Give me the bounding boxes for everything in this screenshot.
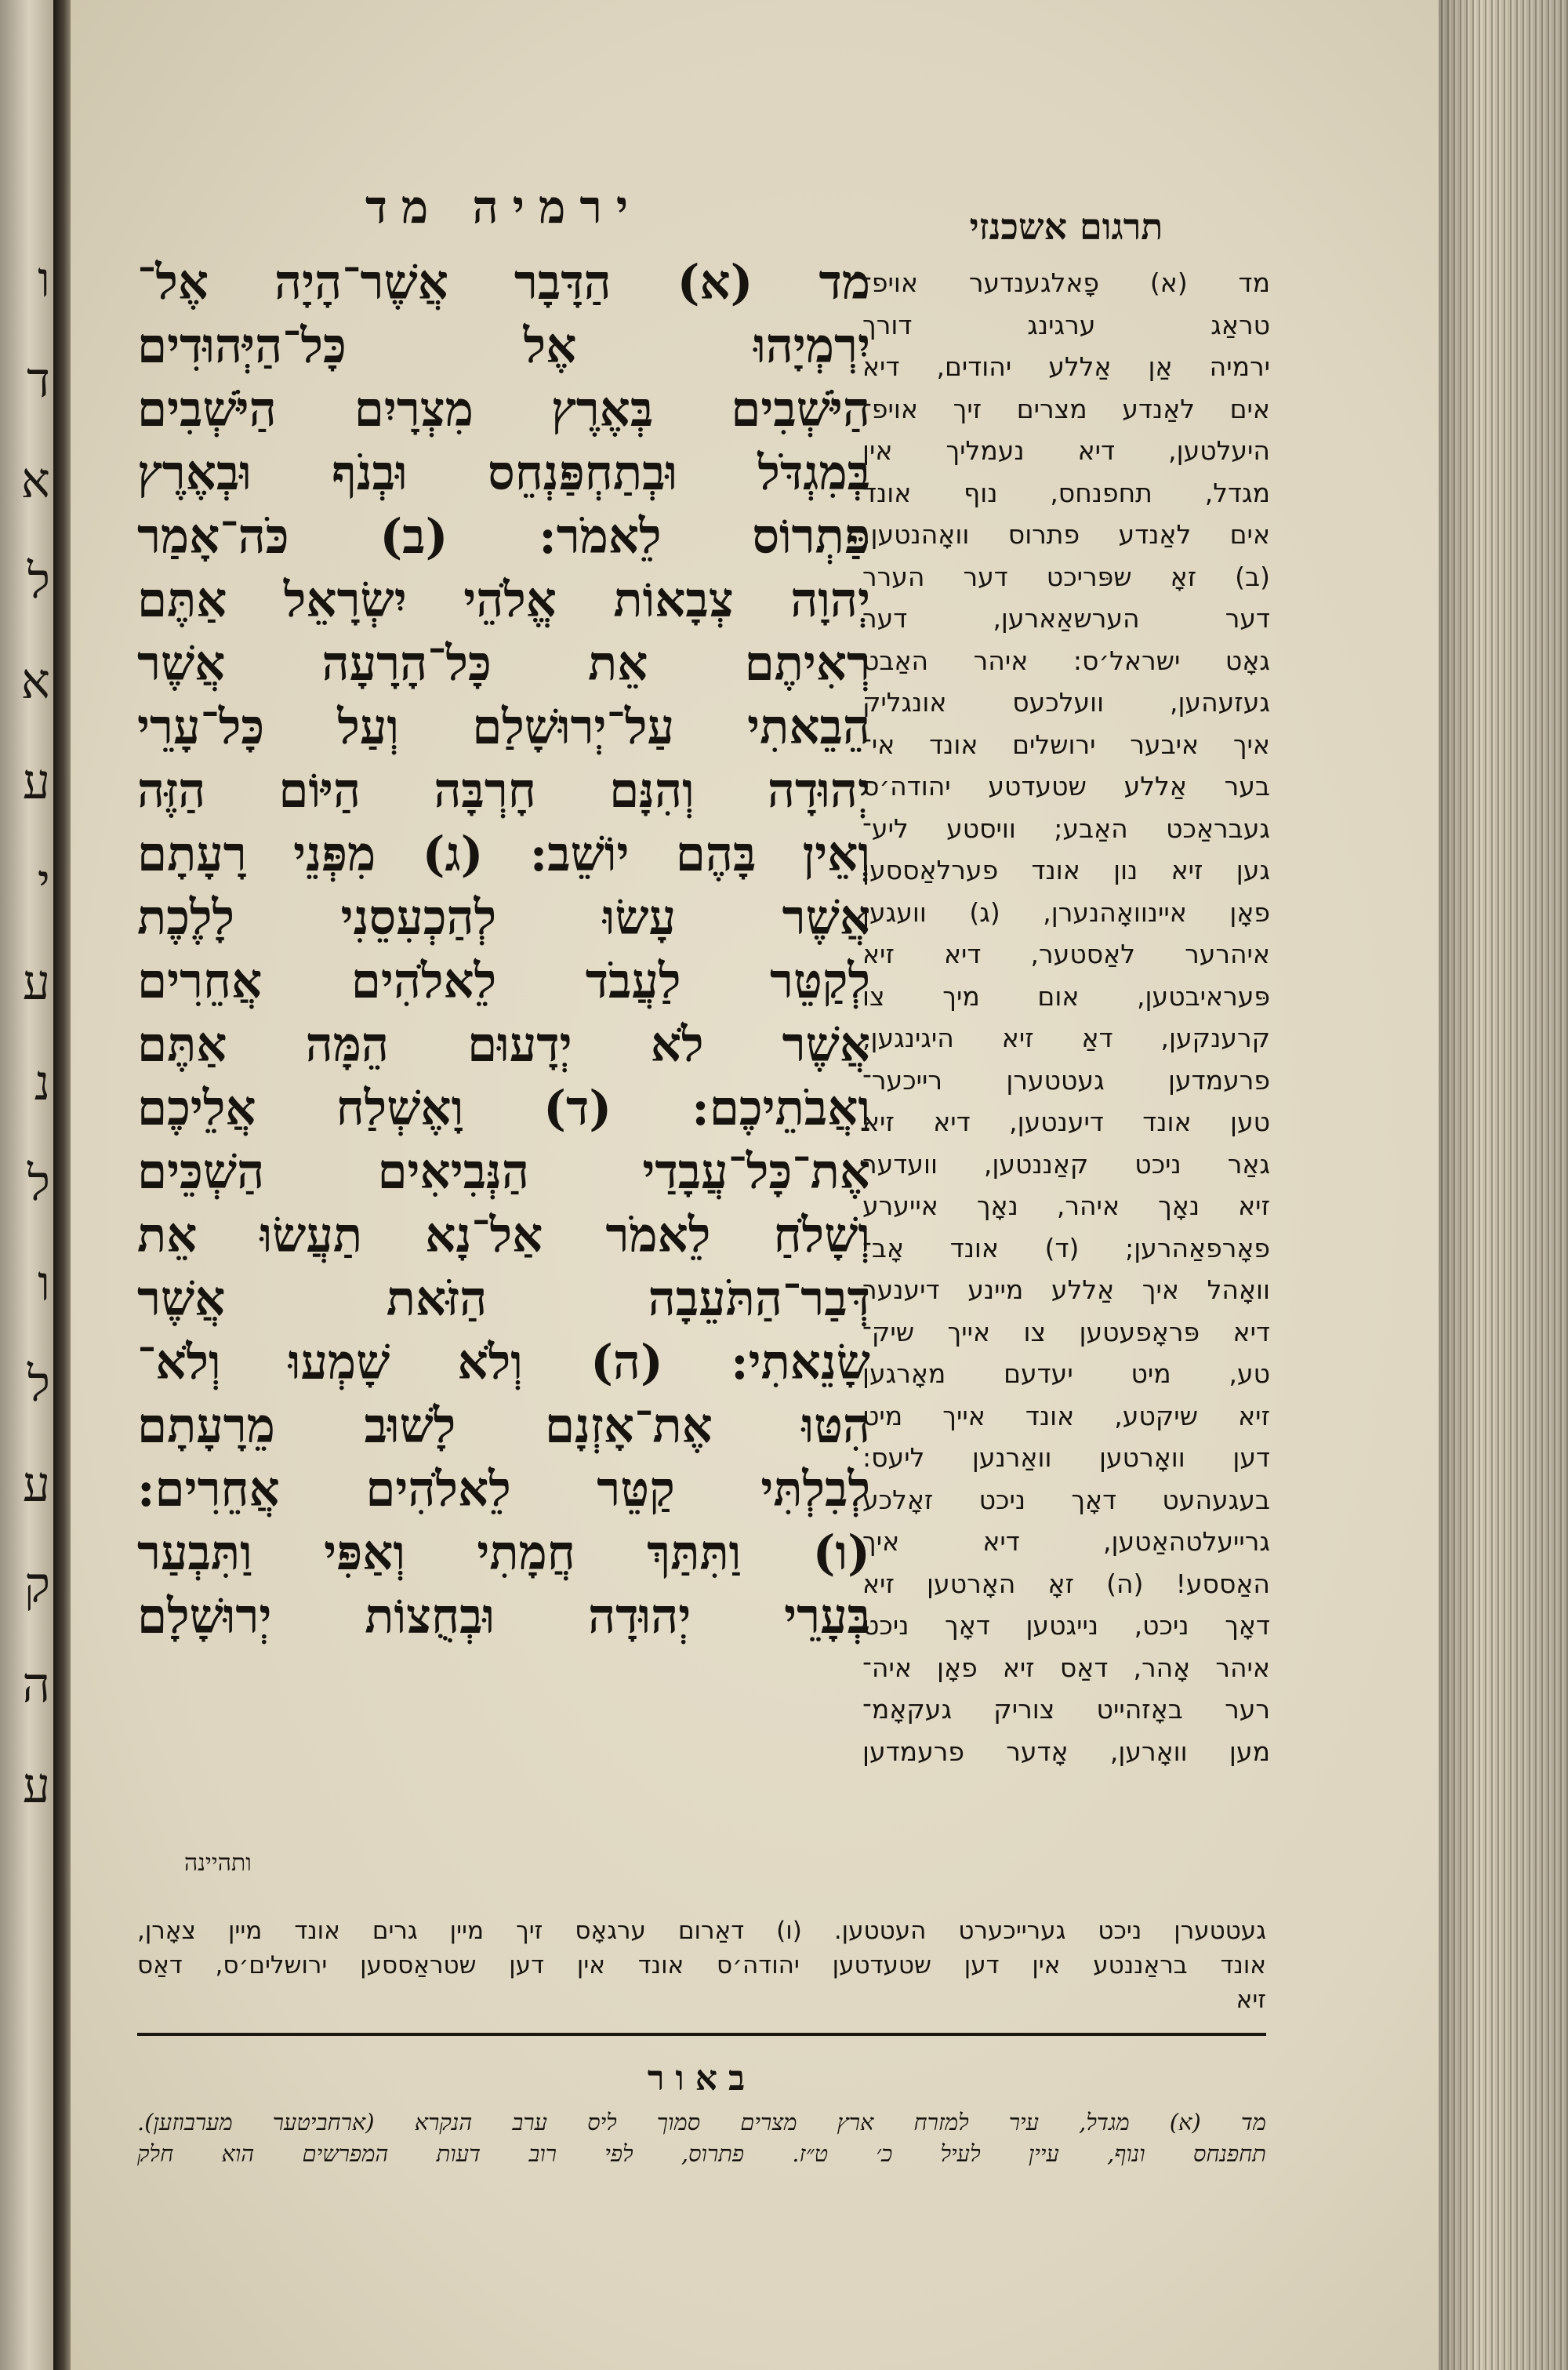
translation-line: מגדל, תחפנחס, נוף אונד	[862, 477, 1270, 508]
translation-line: בער אַללע שטעדטע יהודה׳ס	[862, 771, 1270, 802]
previous-page-edge	[0, 0, 53, 2370]
hebrew-verse-line: רְאִיתֶם אֵת כָּל־הָרָעָה אֲשֶׁר	[137, 636, 870, 692]
translation-line: אים לאַנדע מצרים זיך אויפ־	[862, 393, 1270, 424]
commentary-section	[137, 2059, 1266, 2169]
translation-line: איהר אָהר, דאַס זיא פאָן איה־	[862, 1652, 1270, 1683]
hebrew-verse-line: אֲשֶׁר לֹא יְדָעוּם הֵמָּה אַתֶּם	[137, 1017, 870, 1073]
previous-page-glyph: ל	[27, 1355, 50, 1412]
translation-lines	[862, 262, 1270, 1772]
hebrew-verse-line: הֵבֵאתִי עַל־יְרוּשָׁלַם וְעַל כָּל־עָרֵי	[137, 700, 870, 755]
previous-page-glyph: ו	[38, 1255, 50, 1312]
hebrew-verse-line: שָׂנֵאתִי: (ה) וְלֹא שָׁמְעוּ וְלֹא־	[137, 1335, 870, 1390]
continuation-line: געטטערן ניכט גערייכערט העטטען. (ו) דאַרום ערגאָס זיך מיין גרים אונד מיין צאָרן,	[137, 1917, 1266, 1945]
previous-page-glyph: ע	[22, 1456, 50, 1513]
translation-line: זיא שיקטע, אונד אייך מיט	[862, 1400, 1270, 1431]
translation-continuation	[137, 1914, 1266, 2017]
translation-column-title: תרגום אשכנזי	[969, 205, 1163, 248]
translation-line: וואָהל איך אַללע מיינע דיענער	[862, 1274, 1270, 1305]
translation-line: ירמיה אַן אַללע יהודים, דיא	[862, 351, 1270, 382]
translation-line: האַססע! (ה) זאָ האָרטען זיא	[862, 1568, 1270, 1599]
previous-page-glyph: ל	[27, 552, 50, 609]
previous-page-glyph: ו	[38, 251, 50, 308]
previous-page-glyph: ק	[24, 1556, 50, 1613]
translation-line: דאָך ניכט, נייגטען דאָך ניכט	[862, 1610, 1270, 1641]
previous-page-glyph: ל	[27, 1154, 50, 1212]
main-column-title: ירמיה מד	[365, 180, 643, 234]
translation-line: מען וואָרען, אָדער פרעמדען	[862, 1736, 1270, 1767]
translation-line: דיא פּראָפעטען צו אייך שיק־	[862, 1316, 1270, 1347]
translation-line: גאָט ישראל׳ס: איהר האַבט	[862, 645, 1270, 676]
hebrew-text-column	[137, 180, 870, 1648]
hebrew-verse-line: לְבִלְתִּי קַטֵּר לֵאלֹהִים אֲחֵרִים:	[137, 1462, 870, 1518]
translation-line: רער באָזהייט צוריק געקאָמ־	[862, 1694, 1270, 1725]
hebrew-verse-line: בְּעָרֵי יְהוּדָה וּבְחֻצוֹת יְרוּשָׁלָם	[137, 1589, 870, 1645]
translation-line: טען אונד דיענטען, דיא זיא	[862, 1107, 1270, 1137]
translation-line: פאָן איינוואָהנערן, (ג) וועגען	[862, 896, 1270, 928]
hebrew-verse-line: הִטּוּ אֶת־אָזְנָם לָשׁוּב מֵרָעָתָם	[137, 1398, 870, 1454]
hebrew-verse-line: וְשָׁלֹחַ לֵאמֹר אַל־נָא תַעֲשׂוּ אֵת	[137, 1208, 870, 1263]
commentary-lines	[137, 2106, 1266, 2169]
previous-page-glyph: נ	[34, 1054, 50, 1111]
commentary-line: תחפנחס ונוף, עיין לעיל כ׳ ט״ז. פתרוס, לפי רוב דעות המפרשים הוא חלק	[137, 2140, 1266, 2167]
translation-line: (ב) זאָ שפּריכט דער הערר	[862, 561, 1270, 592]
translation-line: דער הערשאַארען, דער	[862, 603, 1270, 634]
translation-line: גרייעלטהאַטען, דיא איך	[862, 1526, 1270, 1557]
hebrew-verse-line: אֲשֶׁר עָשׂוּ לְהַכְעִסֵנִי לָלֶכֶת	[137, 890, 870, 946]
hebrew-verse-line: יִרְמְיָהוּ אֶל כָּל־הַיְּהוּדִים	[137, 318, 870, 374]
hebrew-verse-line: וַאֲבֹתֵיכֶם: (ד) וָאֶשְׁלַח אֲלֵיכֶם	[137, 1081, 870, 1136]
translation-line: געזעהען, וועלכעס אונגליק	[862, 687, 1270, 718]
continuation-line: אונד בראַננטע אין דען שטעדטען יהודה׳ס אונד אין דען שטראַססען ירושלים׳ס, דאַס	[137, 1951, 1266, 1979]
translation-line: געבראַכט האַבע; וויסטע ליע־	[862, 812, 1270, 844]
catchword: ותהיינה	[184, 1849, 252, 1877]
hebrew-verse-line: (ו) וַתִּתַּךְ חֲמָתִי וְאַפִּי וַתִּבְעַר	[137, 1525, 870, 1581]
hebrew-verse-line: יְהוָה צְבָאוֹת אֱלֹהֵי יִשְׂרָאֵל אַתֶּם	[137, 573, 870, 628]
previous-page-glyph: ד	[27, 351, 50, 409]
previous-page-glyph: י	[37, 853, 50, 911]
book-gutter	[53, 0, 71, 2370]
commentary-title: באור	[647, 2059, 757, 2099]
previous-page-glyph: ע	[22, 1757, 50, 1814]
previous-page-glyph: ע	[22, 753, 50, 810]
translation-line: פאָרפאַהרען; (ד) אונד אָב־	[862, 1232, 1270, 1263]
translation-line: גען זיא נון אונד פערלאַססען	[862, 855, 1270, 885]
translation-column	[862, 205, 1270, 1772]
hebrew-verse-line: מד (א) הַדָּבָר אֲשֶׁר־הָיָה אֶל־	[137, 255, 870, 311]
hebrew-verse-line: אֶת־כָּל־עֲבָדַי הַנְּבִיאִים הַשְׁכֵּים	[137, 1144, 870, 1200]
translation-line: זיא נאָך איהר, נאָך אייערע	[862, 1190, 1270, 1221]
section-divider	[137, 2033, 1266, 2036]
previous-page-glyph: א	[20, 452, 50, 509]
translation-line: דען וואָרטען וואַרנען ליעס:	[862, 1442, 1270, 1473]
translation-line: פּעראיבטען, אום מיך צו	[862, 980, 1270, 1012]
hebrew-verse-line: לְקַטֵּר לַעֲבֹד לֵאלֹהִים אֲחֵרִים	[137, 954, 870, 1009]
previous-page-glyph: ה	[22, 1656, 50, 1714]
hebrew-verse-lines	[137, 251, 870, 1648]
translation-line: פרעמדען געטטערן רייכער־	[862, 1064, 1270, 1096]
hebrew-verse-line: הַיֹּשְׁבִים בְּאֶרֶץ מִצְרָיִם הַיֹּשְׁבִים	[137, 382, 870, 438]
hebrew-verse-line: דְּבַר־הַתֹּעֵבָה הַזֹּאת אֲשֶׁר	[137, 1271, 870, 1327]
translation-line: טראַג ערגינג דורך	[862, 309, 1270, 340]
translation-line: איהרער לאַסטער, דיא זיא	[862, 939, 1270, 969]
hebrew-verse-line: יְהוּדָה וְהִנָּם חָרְבָּה הַיּוֹם הַזֶּה	[137, 763, 870, 819]
previous-page-glyph: ע	[22, 954, 50, 1011]
hebrew-verse-line: פַּתְרוֹס לֵאמֹר: (ב) כֹּה־אָמַר	[137, 509, 870, 565]
hebrew-verse-line: וְאֵין בָּהֶם יוֹשֵׁב: (ג) מִפְּנֵי רָעָתָם	[137, 827, 870, 882]
translation-line: איך איבער ירושלים אונד אי־	[862, 729, 1270, 760]
hebrew-verse-line: בְּמִגְדֹּל וּבְתַחְפַּנְחֵס וּבְנֹף וּבְאֶרֶץ	[137, 445, 870, 501]
stacked-page-edges	[1439, 0, 1568, 2370]
previous-page-glyph: א	[20, 652, 50, 710]
translation-line: בעגעהעט דאָך ניכט זאָלכע	[862, 1484, 1270, 1515]
translation-line: היעלטען, דיא נעמליך אין	[862, 435, 1270, 466]
translation-line: אים לאַנדע פתרוס וואָהנטען.	[862, 519, 1270, 550]
translation-line: גאַר ניכט קאַננטען, וועדער	[862, 1148, 1270, 1180]
translation-line: מד (א) פָאלגענדער אויפ־	[862, 267, 1270, 298]
commentary-line: מד (א) מגדל, עיר למזרח ארץ מצרים סמוך ליס ערב הנקרא (ארחביטער מערבוזען).	[137, 2109, 1266, 2136]
book-page	[71, 0, 1439, 2370]
continuation-line: זיא	[1236, 1986, 1266, 2014]
translation-line: קרענקען, דאַ זיא היגינגען,	[862, 1023, 1270, 1053]
translation-line: טע, מיט יעדעם מאָרגען	[862, 1358, 1270, 1389]
